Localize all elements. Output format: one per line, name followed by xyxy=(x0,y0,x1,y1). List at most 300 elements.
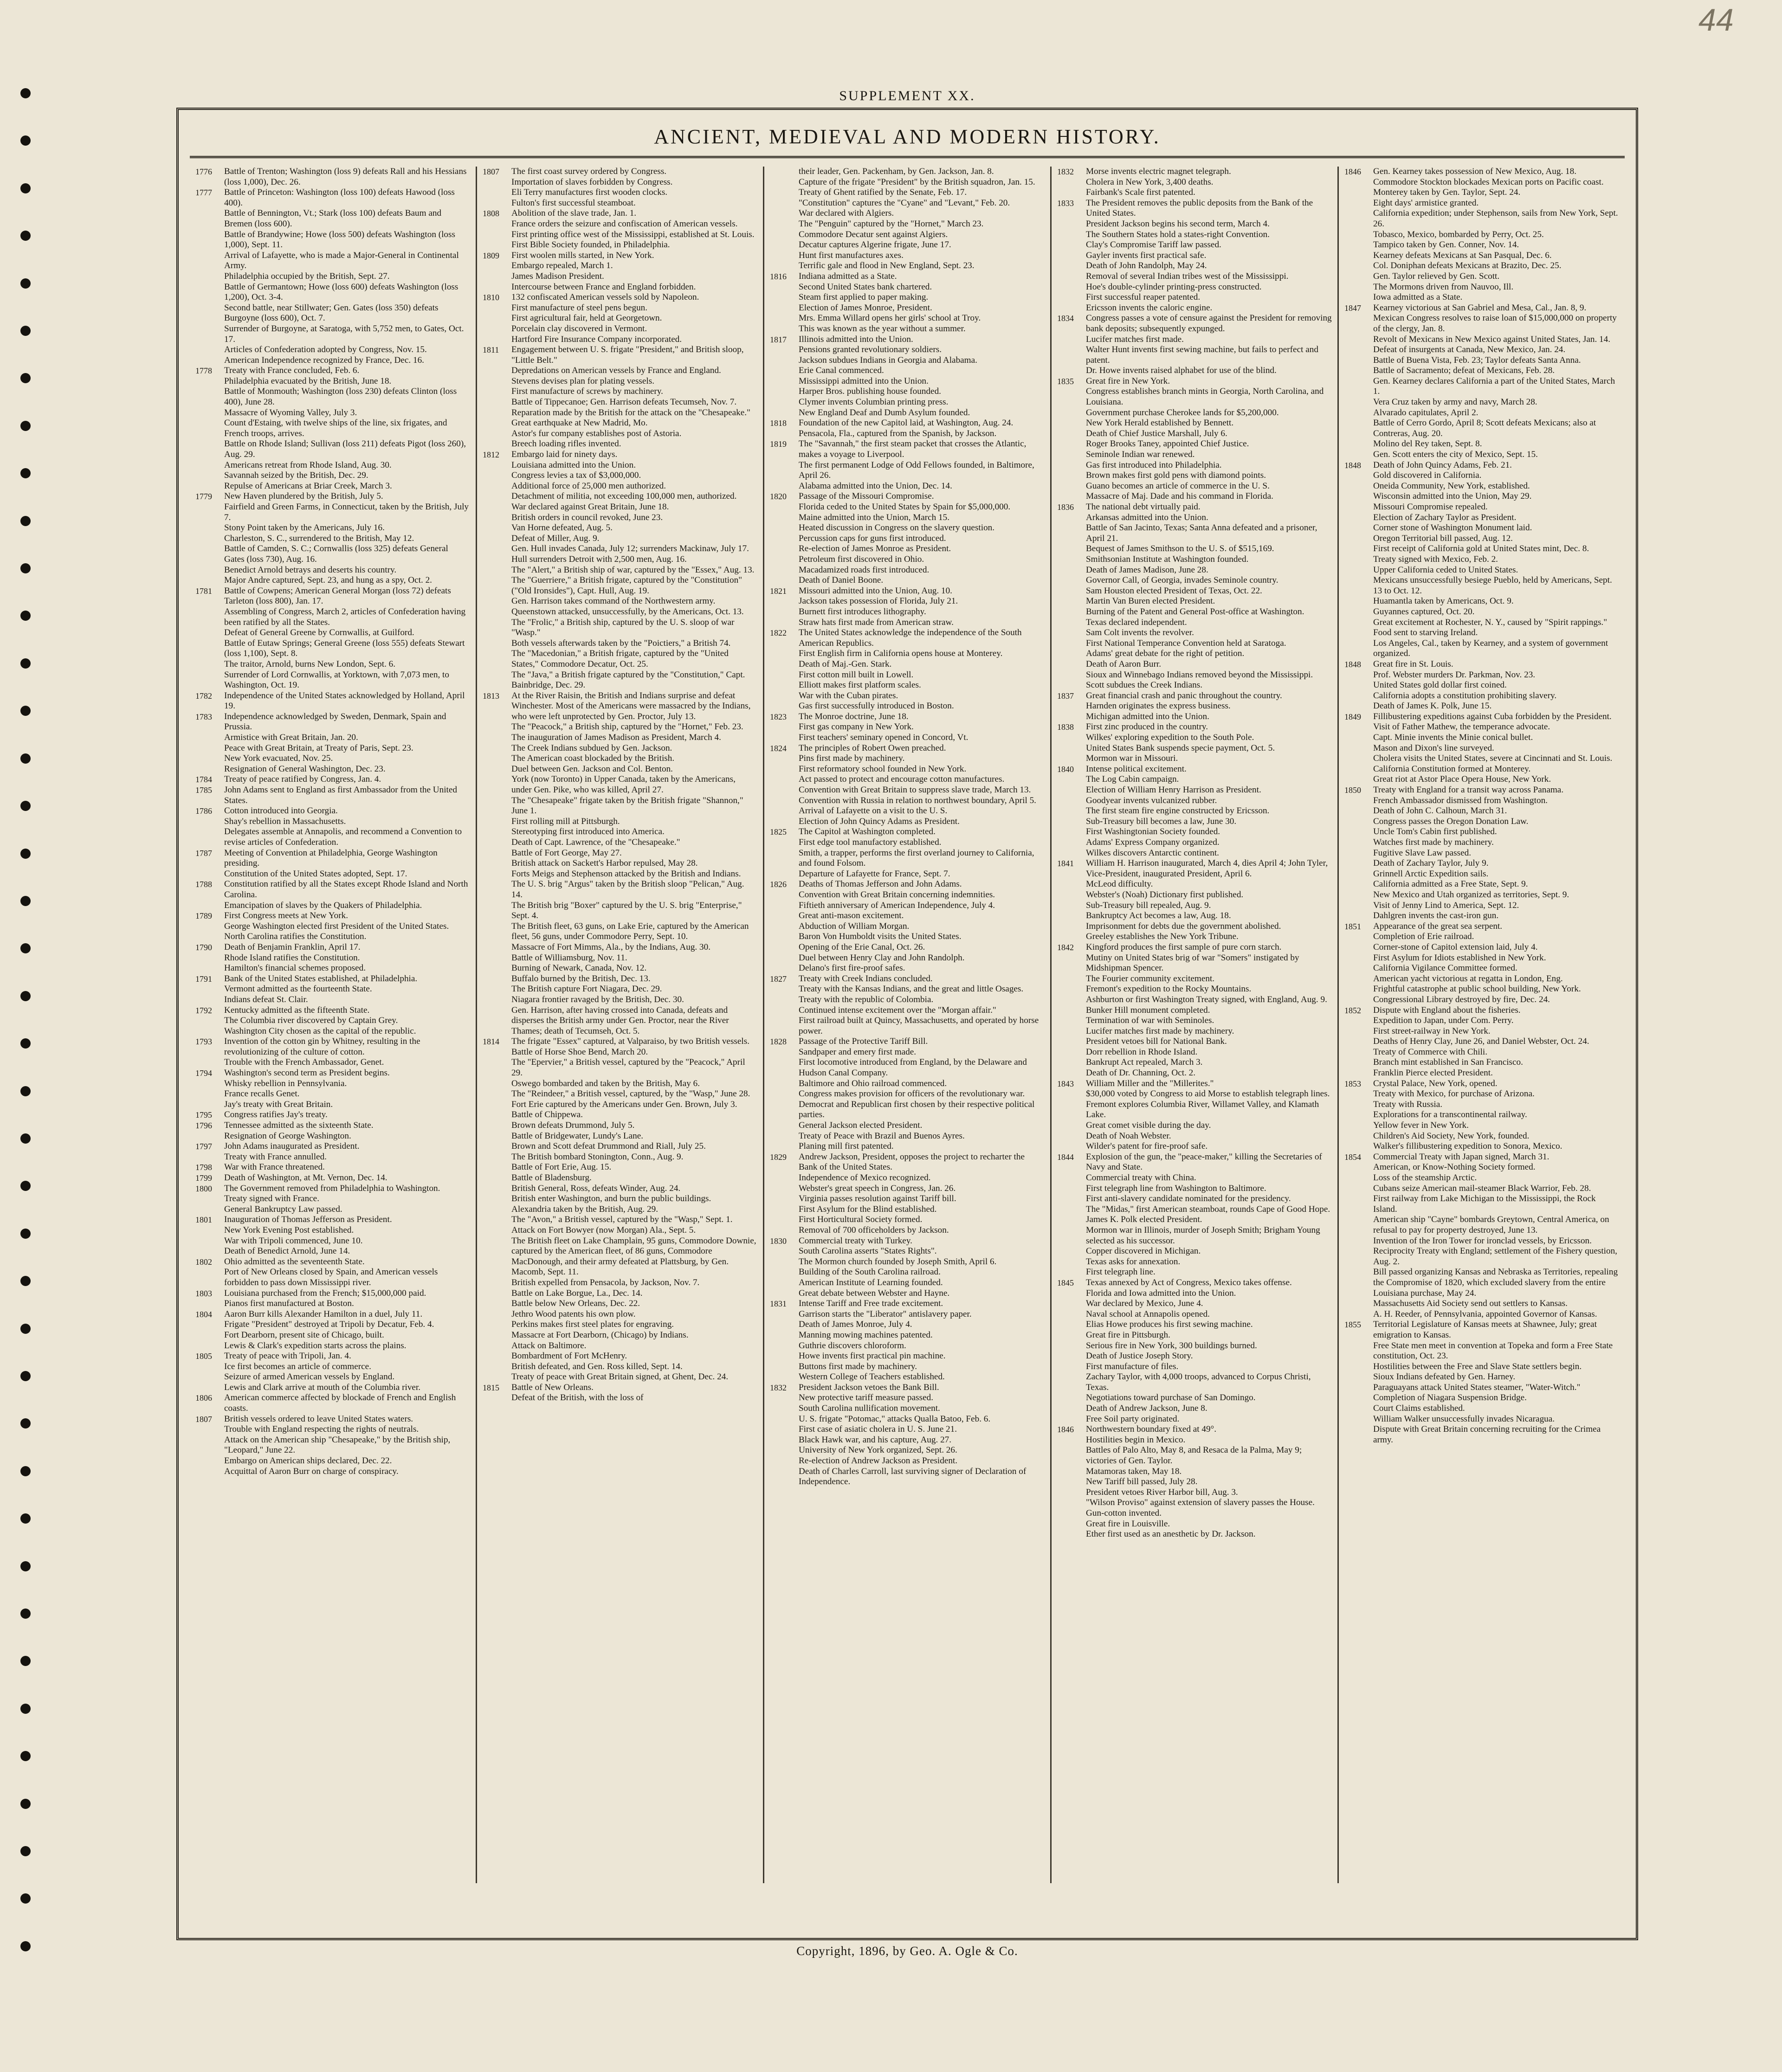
entry-event: Dorr rebellion in Rhode Island. xyxy=(1086,1047,1198,1057)
history-entry xyxy=(770,1131,1045,1142)
entry-event: Savannah seized by the British, Dec. 29. xyxy=(224,470,368,481)
history-entry xyxy=(1057,942,1332,953)
history-entry xyxy=(483,1299,757,1309)
entry-year xyxy=(483,1299,511,1309)
history-entry xyxy=(1344,879,1619,890)
entry-event: California expedition; under Stephenson, sails from New York, Sept. 26. xyxy=(1373,208,1618,229)
history-entry xyxy=(483,984,757,995)
history-entry xyxy=(1344,1341,1619,1362)
entry-event: Gen. Taylor relieved by Gen. Scott. xyxy=(1373,271,1500,281)
history-entry xyxy=(1057,806,1332,817)
entry-year xyxy=(1057,292,1086,303)
history-entry xyxy=(1057,1089,1332,1100)
entry-year xyxy=(1057,984,1086,995)
entry-event: Frightful catastrophe at public school building, New York. xyxy=(1373,984,1581,994)
entry-event: Crystal Palace, New York, opened. xyxy=(1373,1078,1498,1088)
entry-year xyxy=(1057,1445,1086,1466)
history-entry xyxy=(1057,1173,1332,1184)
history-entry xyxy=(1344,1005,1619,1016)
entry-year xyxy=(483,324,511,335)
entry-event: California adopts a constitution prohibiting slavery. xyxy=(1373,690,1557,701)
entry-year xyxy=(195,324,224,345)
entry-event: British attack on Sackett's Harbor repulsed, May 28. xyxy=(511,858,698,869)
entry-event: Explorations for a transcontinental railway. xyxy=(1373,1110,1527,1120)
entry-event: Duel between Gen. Jackson and Col. Benton. xyxy=(511,764,673,774)
history-entry xyxy=(195,481,470,492)
entry-event: Walter Hunt invents first sewing machine, but fails to perfect and patent. xyxy=(1086,345,1318,365)
entry-year: 1809 xyxy=(483,251,499,260)
history-entry xyxy=(483,1110,757,1120)
entry-event: Adams' Express Company organized. xyxy=(1086,837,1220,847)
entry-year xyxy=(1057,995,1086,1005)
history-entry xyxy=(770,271,1045,282)
entry-event: Porcelain clay discovered in Vermont. xyxy=(511,323,647,334)
history-entry xyxy=(195,1131,470,1142)
history-entry xyxy=(1057,984,1332,995)
entry-year xyxy=(1344,251,1373,261)
entry-year xyxy=(483,869,511,880)
history-entry xyxy=(483,324,757,335)
entry-year xyxy=(1344,890,1373,901)
entry-year xyxy=(195,659,224,670)
entry-year xyxy=(1057,1100,1086,1120)
entry-year xyxy=(195,953,224,964)
entry-event: Intercourse between France and England forbidden. xyxy=(511,282,696,292)
entry-event: Death of Capt. Lawrence, of the "Chesapeake." xyxy=(511,837,680,847)
history-entry xyxy=(770,995,1045,1005)
entry-event: Jay's treaty with Great Britain. xyxy=(224,1099,333,1109)
entry-event: Completion of Erie railroad. xyxy=(1373,932,1474,942)
entry-event: Philadelphia evacuated by the British, June 18. xyxy=(224,376,392,386)
entry-event: The national debt virtually paid. xyxy=(1086,502,1201,512)
entry-year xyxy=(195,921,224,932)
entry-year xyxy=(1057,1362,1086,1372)
entry-event: Arrival of Lafayette on a visit to the U. S. xyxy=(799,806,948,816)
history-entry xyxy=(483,303,757,314)
entry-year: 1830 xyxy=(770,1236,787,1246)
entry-year xyxy=(1344,1016,1373,1026)
entry-year: 1842 xyxy=(1057,942,1074,952)
entry-event: Brown defeats Drummond, July 5. xyxy=(511,1120,635,1131)
entry-year: 1827 xyxy=(770,974,787,984)
entry-year xyxy=(770,1173,799,1184)
binding-hole xyxy=(20,1371,31,1381)
entry-event: The Government removed from Philadelphia to Washington. xyxy=(224,1183,440,1193)
entry-year xyxy=(483,1110,511,1120)
history-entry xyxy=(195,523,470,534)
entry-year xyxy=(1344,1089,1373,1100)
binding-hole xyxy=(20,1086,31,1096)
entry-year xyxy=(770,1005,799,1016)
history-entry xyxy=(770,282,1045,293)
history-entry xyxy=(195,565,470,576)
entry-event: First manufacture of files. xyxy=(1086,1361,1179,1371)
history-entry xyxy=(483,963,757,974)
entry-year xyxy=(770,953,799,964)
entry-year: 1817 xyxy=(770,335,787,344)
entry-event: First Horticultural Society formed. xyxy=(799,1215,923,1225)
entry-event: Elliott makes first platform scales. xyxy=(799,680,921,690)
entry-event: Death of Justice Joseph Story. xyxy=(1086,1351,1193,1361)
entry-event: Resignation of General Washington, Dec. 23. xyxy=(224,764,386,774)
entry-year xyxy=(770,513,799,523)
entry-year xyxy=(770,502,799,513)
entry-event: Alvarado capitulates, April 2. xyxy=(1373,407,1479,418)
binding-hole xyxy=(20,1656,31,1666)
entry-year xyxy=(195,1456,224,1467)
history-entry xyxy=(1057,230,1332,240)
history-entry xyxy=(483,335,757,345)
entry-event: Florida ceded to the United States by Spain for $5,000,000. xyxy=(799,502,1011,512)
entry-event: France recalls Genet. xyxy=(224,1089,300,1099)
history-entry xyxy=(1057,743,1332,754)
history-entry xyxy=(1057,167,1332,177)
entry-year xyxy=(483,313,511,324)
history-entry xyxy=(770,1120,1045,1131)
history-entry xyxy=(770,785,1045,796)
entry-event: Pianos first manufactured at Boston. xyxy=(224,1299,354,1309)
entry-event: Indiana admitted as a State. xyxy=(799,271,897,281)
entry-year xyxy=(483,618,511,638)
entry-event: Copper discovered in Michigan. xyxy=(1086,1246,1201,1256)
history-entry xyxy=(1344,408,1619,418)
entry-event: Duel between Henry Clay and John Randolph. xyxy=(799,952,965,963)
history-entry xyxy=(1057,1435,1332,1446)
entry-year xyxy=(1057,921,1086,932)
entry-event: Hostilities between the Free and Slave State settlers begin. xyxy=(1373,1361,1582,1371)
entry-year xyxy=(1344,670,1373,681)
entry-year xyxy=(770,691,799,701)
entry-event: Prof. Webster murders Dr. Parkman, Nov. 23. xyxy=(1373,669,1536,680)
entry-year xyxy=(770,240,799,251)
entry-year xyxy=(483,942,511,953)
entry-event: Martin Van Buren elected President. xyxy=(1086,596,1215,606)
entry-year xyxy=(770,670,799,681)
entry-event: Black Hawk war, and his capture, Aug. 27. xyxy=(799,1435,952,1445)
entry-year xyxy=(1057,586,1086,597)
entry-year xyxy=(195,1362,224,1372)
history-entry xyxy=(1057,670,1332,681)
history-entry xyxy=(483,753,757,764)
history-entry xyxy=(1057,1047,1332,1058)
entry-event: The Monroe doctrine, June 18. xyxy=(799,711,909,721)
entry-year xyxy=(483,418,511,429)
entry-event: Congress ratifies Jay's treaty. xyxy=(224,1110,328,1120)
history-entry xyxy=(1057,1362,1332,1372)
entry-event: Van Horne defeated, Aug. 5. xyxy=(511,523,613,533)
history-entry xyxy=(483,208,757,219)
entry-event: Battle of Cerro Gordo, April 8; Scott defeats Mexicans; also at Contreras, Aug. 20. xyxy=(1373,418,1596,438)
entry-event: Abduction of William Morgan. xyxy=(799,921,910,931)
entry-event: Bankruptcy Act becomes a law, Aug. 18. xyxy=(1086,911,1231,921)
entry-year xyxy=(483,240,511,251)
history-entry xyxy=(770,942,1045,953)
entry-year: 1781 xyxy=(195,586,212,596)
entry-year xyxy=(483,764,511,775)
entry-year xyxy=(1344,282,1373,293)
entry-event: Burning of Newark, Canada, Nov. 12. xyxy=(511,963,647,973)
entry-year xyxy=(483,1341,511,1351)
history-entry xyxy=(1057,575,1332,586)
entry-year xyxy=(195,418,224,439)
history-entry xyxy=(1344,544,1619,554)
entry-event: Americans retreat from Rhode Island, Aug. 30. xyxy=(224,460,392,470)
history-entry xyxy=(195,282,470,303)
entry-year xyxy=(483,460,511,471)
entry-year: 1849 xyxy=(1344,712,1361,721)
entry-event: William H. Harrison inaugurated, March 4, dies April 4; John Tyler, Vice-President, inaugurated President, April 6. xyxy=(1086,858,1328,879)
history-entry xyxy=(483,502,757,513)
entry-event: The Southern States hold a states-right Convention. xyxy=(1086,229,1270,239)
entry-year xyxy=(770,376,799,387)
entry-event: Great anti-mason excitement. xyxy=(799,911,904,921)
entry-year xyxy=(195,869,224,880)
entry-event: John Adams inaugurated as President. xyxy=(224,1141,360,1152)
history-entry xyxy=(1057,1403,1332,1414)
entry-event: Florida and Iowa admitted into the Union. xyxy=(1086,1288,1236,1298)
binding-hole xyxy=(20,706,31,716)
entry-year xyxy=(1057,848,1086,859)
history-entry xyxy=(770,1215,1045,1225)
history-entry xyxy=(1344,743,1619,754)
entry-event: First telegraph line from Washington to Baltimore. xyxy=(1086,1183,1266,1193)
history-entry xyxy=(770,743,1045,754)
entry-year xyxy=(483,596,511,607)
history-entry xyxy=(195,1016,470,1026)
entry-year xyxy=(1057,837,1086,848)
history-entry xyxy=(195,1194,470,1204)
history-entry xyxy=(1344,1100,1619,1110)
page-title: ANCIENT, MEDIEVAL AND MODERN HISTORY. xyxy=(190,119,1625,158)
entry-year xyxy=(195,1026,224,1037)
entry-event: British enter Washington, and burn the public buildings. xyxy=(511,1194,711,1204)
entry-year xyxy=(483,1288,511,1299)
entry-year xyxy=(1344,1299,1373,1309)
history-entry xyxy=(195,303,470,324)
entry-year xyxy=(1057,1089,1086,1100)
history-entry xyxy=(1344,701,1619,712)
history-entry xyxy=(770,1204,1045,1215)
entry-event: Embargo on American ships declared, Dec. 22. xyxy=(224,1456,392,1466)
entry-event: Aaron Burr kills Alexander Hamilton in a duel, July 11. xyxy=(224,1309,423,1319)
entry-year xyxy=(483,1372,511,1383)
entry-year xyxy=(483,921,511,942)
entry-event: First Washingtonian Society founded. xyxy=(1086,827,1220,837)
entry-event: Reciprocity Treaty with England; settlement of the Fishery question, Aug. 2. xyxy=(1373,1246,1617,1267)
entry-year xyxy=(195,282,224,303)
binding-hole xyxy=(20,1751,31,1761)
history-entry xyxy=(1057,335,1332,345)
history-entry xyxy=(195,460,470,471)
entry-event: President vetoes River Harbor bill, Aug. 3. xyxy=(1086,1487,1238,1497)
history-entry xyxy=(1057,1120,1332,1131)
entry-year: 1799 xyxy=(195,1173,212,1183)
history-entry xyxy=(195,1079,470,1089)
history-entry xyxy=(1057,1414,1332,1425)
history-entry xyxy=(195,932,470,942)
entry-event: United States gold dollar first coined. xyxy=(1373,680,1507,690)
entry-event: Gold discovered in California. xyxy=(1373,470,1482,481)
entry-event: General Bankruptcy Law passed. xyxy=(224,1204,342,1214)
entry-year xyxy=(1057,345,1086,366)
entry-event: Cholera in New York, 3,400 deaths. xyxy=(1086,177,1214,187)
entry-year xyxy=(1057,439,1086,450)
entry-event: Passage of the Missouri Compromise. xyxy=(799,491,934,502)
entry-year xyxy=(1057,1498,1086,1508)
entry-event: French Ambassador dismissed from Washington. xyxy=(1373,795,1548,805)
entry-year xyxy=(1057,303,1086,314)
entry-year xyxy=(1057,575,1086,586)
entry-event: Great debate between Webster and Hayne. xyxy=(799,1288,950,1298)
entry-year xyxy=(1344,817,1373,827)
history-entry xyxy=(1344,817,1619,827)
entry-event: Independence of Mexico recognized. xyxy=(799,1173,931,1183)
history-entry xyxy=(1057,1351,1332,1362)
entry-year: 1824 xyxy=(770,743,787,753)
entry-event: Fairbank's Scale first patented. xyxy=(1086,187,1195,198)
entry-event: Eli Terry manufactures first wooden clocks. xyxy=(511,187,668,198)
history-entry xyxy=(1057,817,1332,827)
entry-year: 1840 xyxy=(1057,764,1074,774)
entry-event: John Adams sent to England as first Ambassador from the United States. xyxy=(224,785,458,805)
history-entry xyxy=(1344,733,1619,743)
entry-year xyxy=(195,1299,224,1309)
entry-year xyxy=(483,575,511,596)
entry-event: Stevens devises plan for plating vessels. xyxy=(511,376,655,386)
entry-year xyxy=(195,1100,224,1110)
history-entry xyxy=(195,1456,470,1467)
history-entry xyxy=(195,1068,470,1079)
entry-year xyxy=(770,554,799,565)
entry-event: Battle of Bladensburg. xyxy=(511,1173,592,1183)
history-entry xyxy=(770,491,1045,502)
entry-event: Watches first made by machinery. xyxy=(1373,837,1494,847)
entry-year xyxy=(483,1215,511,1225)
history-entry xyxy=(483,1393,757,1403)
history-entry xyxy=(1344,1194,1619,1215)
entry-event: President vetoes bill for National Bank. xyxy=(1086,1036,1227,1047)
history-entry xyxy=(770,963,1045,974)
entry-year xyxy=(770,544,799,554)
entry-year xyxy=(1344,439,1373,450)
entry-year: 1837 xyxy=(1057,691,1074,701)
entry-year xyxy=(483,837,511,848)
entry-event: Texas asks for annexation. xyxy=(1086,1256,1181,1267)
history-entry xyxy=(770,1016,1045,1036)
history-entry xyxy=(1344,785,1619,796)
entry-event: First case of asiatic cholera in U. S. June 21. xyxy=(799,1424,957,1435)
entry-event: James Madison President. xyxy=(511,271,604,281)
entry-year xyxy=(195,670,224,691)
entry-event: Battle of Bennington, Vt.; Stark (loss 100) defeats Baum and Bremen (loss 600). xyxy=(224,208,442,229)
history-entry xyxy=(1344,565,1619,576)
entry-year xyxy=(1057,1393,1086,1403)
entry-event: Fiftieth anniversary of American Independence, July 4. xyxy=(799,900,995,910)
entry-year xyxy=(1344,701,1373,712)
binding-hole xyxy=(20,1704,31,1714)
entry-year xyxy=(1057,1330,1086,1341)
history-entry xyxy=(1344,1110,1619,1120)
entry-year xyxy=(1344,995,1373,1005)
entry-year xyxy=(1344,470,1373,481)
entry-year xyxy=(770,722,799,733)
entry-event: The British capture Fort Niagara, Dec. 29. xyxy=(511,984,662,994)
history-entry xyxy=(483,1184,757,1194)
entry-event: First cotton mill built in Lowell. xyxy=(799,669,914,680)
history-entry xyxy=(1057,1330,1332,1341)
history-entry xyxy=(195,230,470,251)
entry-event: Death of James Madison, June 28. xyxy=(1086,565,1208,575)
entry-year: 1794 xyxy=(195,1068,212,1078)
history-entry xyxy=(195,345,470,355)
entry-year xyxy=(1344,1341,1373,1362)
entry-year: 1783 xyxy=(195,712,212,721)
entry-event: Manning mowing machines patented. xyxy=(799,1330,933,1340)
entry-year xyxy=(770,1456,799,1467)
entry-event: Election of Zachary Taylor as President. xyxy=(1373,512,1517,522)
history-entry xyxy=(1057,418,1332,429)
entry-year xyxy=(483,1204,511,1215)
entry-year: 1832 xyxy=(770,1383,787,1392)
entry-year xyxy=(195,271,224,282)
history-entry xyxy=(1344,890,1619,901)
history-entry xyxy=(770,1057,1045,1078)
entry-year xyxy=(1057,1341,1086,1351)
history-entry xyxy=(195,1162,470,1173)
entry-event: Bank of the United States established, at Philadelphia. xyxy=(224,973,418,984)
entry-event: New protective tariff measure passed. xyxy=(799,1393,934,1403)
entry-year xyxy=(483,1089,511,1100)
entry-year xyxy=(770,984,799,995)
entry-year xyxy=(195,565,224,576)
history-entry xyxy=(1057,198,1332,219)
entry-year xyxy=(1057,1477,1086,1487)
entry-event: War with France threatened. xyxy=(224,1162,325,1172)
entry-event: The British brig "Boxer" captured by the U. S. brig "Enterprise," Sept. 4. xyxy=(511,900,742,921)
entry-year xyxy=(195,1152,224,1163)
entry-event: War with Tripoli commenced, June 10. xyxy=(224,1235,363,1246)
history-entry xyxy=(483,858,757,869)
history-entry xyxy=(770,1299,1045,1309)
history-column-2 xyxy=(476,167,763,1883)
history-entry xyxy=(1057,638,1332,649)
binding-hole xyxy=(20,1561,31,1571)
entry-event: The President removes the public deposits from the Bank of the United States. xyxy=(1086,198,1313,219)
entry-year: 1829 xyxy=(770,1152,787,1162)
entry-year xyxy=(483,534,511,544)
entry-event: New Haven plundered by the British, July 5. xyxy=(224,491,383,502)
history-entry xyxy=(483,774,757,795)
history-entry xyxy=(770,240,1045,251)
entry-year xyxy=(1057,1467,1086,1477)
entry-year xyxy=(1057,817,1086,827)
entry-year: 1820 xyxy=(770,492,787,502)
history-column-1 xyxy=(190,167,476,1883)
history-entry xyxy=(483,1162,757,1173)
entry-year xyxy=(1344,691,1373,701)
entry-year xyxy=(483,1278,511,1288)
entry-year xyxy=(195,607,224,628)
history-entry xyxy=(770,1152,1045,1173)
entry-event: Heated discussion in Congress on the slavery question. xyxy=(799,523,995,533)
entry-event: The Capitol at Washington completed. xyxy=(799,827,936,837)
entry-year xyxy=(770,282,799,293)
entry-event: Buttons first made by machinery. xyxy=(799,1361,917,1371)
entry-year: 1796 xyxy=(195,1121,212,1131)
history-entry xyxy=(1057,995,1332,1005)
history-entry xyxy=(483,638,757,649)
history-entry xyxy=(1057,1036,1332,1047)
